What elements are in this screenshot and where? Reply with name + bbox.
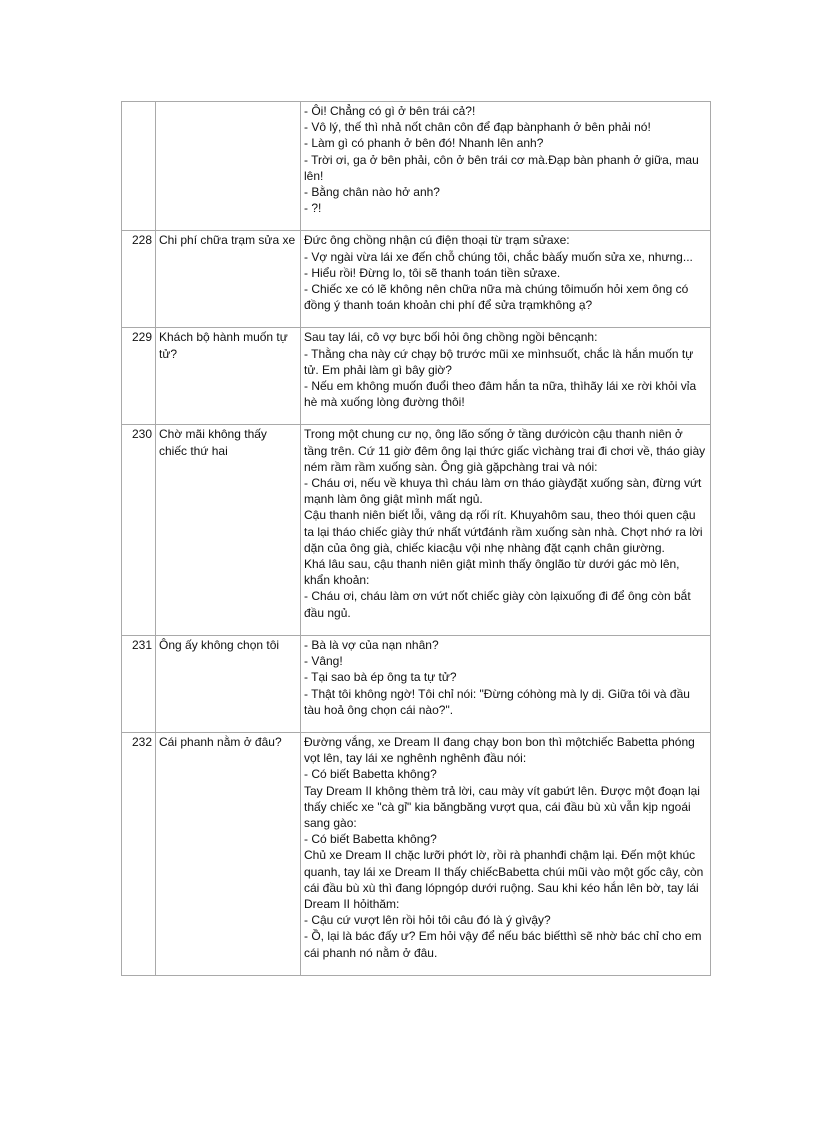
content-line: - Cháu ơi, nếu về khuya thì cháu làm ơn tháo giàyđặt xuống sàn, đừng vứt mạnh làm ông giật mình mất ngủ. — [304, 476, 702, 507]
row-title: Khách bộ hành muốn tự tử? — [156, 328, 301, 425]
content-line: Tay Dream II không thèm trả lời, cau mày vít gabứt lên. Được một đoạn lại thấy chiếc xe "cà gỉ" kia băngbăng vượt qua, cái đầu bù xù vẫn kịp ngoái sang gào: — [304, 783, 700, 830]
row-title — [156, 102, 301, 231]
content-line: - Có biết Babetta không? — [304, 832, 437, 847]
content-line: - Chiếc xe có lẽ không nên chữa nữa mà chúng tôimuốn hỏi xem ông có đồng ý thanh toán khoản chi phí để sửa trạmkhông ạ? — [304, 282, 689, 313]
content-line: - Làm gì có phanh ở bên đó! Nhanh lên anh? — [304, 136, 544, 151]
table-row — [122, 328, 711, 425]
row-title: Cái phanh nằm ở đâu? — [156, 732, 301, 975]
content-line: - Ôi! Chẳng có gì ở bên trái cả?! — [304, 104, 476, 118]
content-line: - Hiểu rồi! Đừng lo, tôi sẽ thanh toán tiền sửaxe. — [304, 265, 561, 280]
content-line: - Ồ, lại là bác đấy ư? Em hỏi vậy để nếu bác biếtthì sẽ nhờ bác chỉ cho em cái phanh nó nằm ở đâu. — [304, 929, 702, 960]
content-line: - Tại sao bà ép ông ta tự tử? — [304, 670, 457, 685]
content-line: - Thật tôi không ngờ! Tôi chỉ nói: "Đừng cóhòng mà ly dị. Giữa tôi và đầu tàu hoả ông chọn cái nào?". — [304, 686, 690, 717]
content-line: - Trời ơi, ga ở bên phải, côn ở bên trái cơ mà.Đạp bàn phanh ở giữa, mau lên! — [304, 152, 699, 183]
row-title: Chi phí chữa trạm sửa xe — [156, 231, 301, 328]
row-content — [301, 102, 711, 231]
row-title: Chờ mãi không thấy chiếc thứ hai — [156, 425, 301, 635]
row-number: 232 — [122, 732, 156, 975]
row-number — [122, 102, 156, 231]
content-line: Đức ông chồng nhận cú điện thoại từ trạm sửaxe: — [304, 233, 570, 248]
row-title: Ông ấy không chọn tôi — [156, 635, 301, 732]
content-line: - Cháu ơi, cháu làm ơn vứt nốt chiếc giày còn lạixuống đi để ông còn bắt đầu ngủ. — [304, 589, 691, 620]
content-line: - Bằng chân nào hở anh? — [304, 185, 440, 200]
row-content — [301, 425, 711, 635]
row-number: 231 — [122, 635, 156, 732]
content-line: - Có biết Babetta không? — [304, 767, 437, 782]
jokes-table — [121, 101, 711, 976]
content-line: - Vâng! — [304, 654, 343, 669]
row-content — [301, 635, 711, 732]
content-line: Chủ xe Dream II chặc lưỡi phớt lờ, rồi rà phanhđi chậm lại. Đến một khúc quanh, tay lái xe Dream II thấy chiếcBabetta chúi mũi vào một gốc cây, còn cái đầu bù xù thì đang lópngóp dưới ruộng. Sau khi kéo hắn lên bờ, tay lái Dream II hỏithăm: — [304, 848, 704, 911]
table-row — [122, 635, 711, 732]
row-number: 229 — [122, 328, 156, 425]
row-content — [301, 231, 711, 328]
content-line: Khá lâu sau, cậu thanh niên giật mình thấy ônglão từ dưới gác mò lên, khẩn khoản: — [304, 557, 680, 588]
table-row — [122, 732, 711, 975]
content-line: - Thằng cha này cứ chạy bộ trước mũi xe mìnhsuốt, chắc là hắn muốn tự tử. Em phải làm gì bây giờ? — [304, 346, 694, 377]
table-row — [122, 231, 711, 328]
table-row — [122, 102, 711, 231]
row-number: 228 — [122, 231, 156, 328]
content-line: - Vợ ngài vừa lái xe đến chỗ chúng tôi, chắc bàấy muốn sửa xe, nhưng... — [304, 249, 693, 264]
content-line: Sau tay lái, cô vợ bực bối hỏi ông chồng ngồi bêncạnh: — [304, 330, 598, 345]
content-line: Cậu thanh niên biết lỗi, vâng dạ rối rít. Khuyahôm sau, theo thói quen cậu ta lại tháo chiếc giày thứ nhất vứtđánh rầm xuống sàn nhà. Chợt nhớ ra lời dặn của ông già, chiếc kiacậu vội nhẹ nhàng đặt cạnh chân giường. — [304, 508, 703, 555]
table-row — [122, 425, 711, 635]
content-line: Trong một chung cư nọ, ông lão sống ở tầng dướicòn cậu thanh niên ở tầng trên. Cứ 11 giờ đêm ông lại thức giấc vìchàng trai đi chơi về, tháo giày ném rầm rầm xuống sàn. Ông già gặpchàng trai và nói: — [304, 427, 706, 474]
row-content — [301, 732, 711, 975]
content-line: - ?! — [304, 201, 322, 216]
content-line: - Vô lý, thế thì nhả nốt chân côn để đạp bànphanh ở bên phải nó! — [304, 120, 651, 135]
row-number: 230 — [122, 425, 156, 635]
content-line: - Nếu em không muốn đuổi theo đâm hắn ta nữa, thìhãy lái xe rời khỏi vỉa hè mà xuống lòng đường thôi! — [304, 379, 697, 410]
content-line: - Cậu cứ vượt lên rồi hỏi tôi câu đó là ý gìvậy? — [304, 913, 551, 928]
content-line: Đường vắng, xe Dream II đang chạy bon bon thì mộtchiếc Babetta phóng vọt lên, tay lái xe nghênh nghênh đầu nói: — [304, 734, 695, 766]
content-line: - Bà là vợ của nạn nhân? — [304, 637, 439, 652]
row-content — [301, 328, 711, 425]
